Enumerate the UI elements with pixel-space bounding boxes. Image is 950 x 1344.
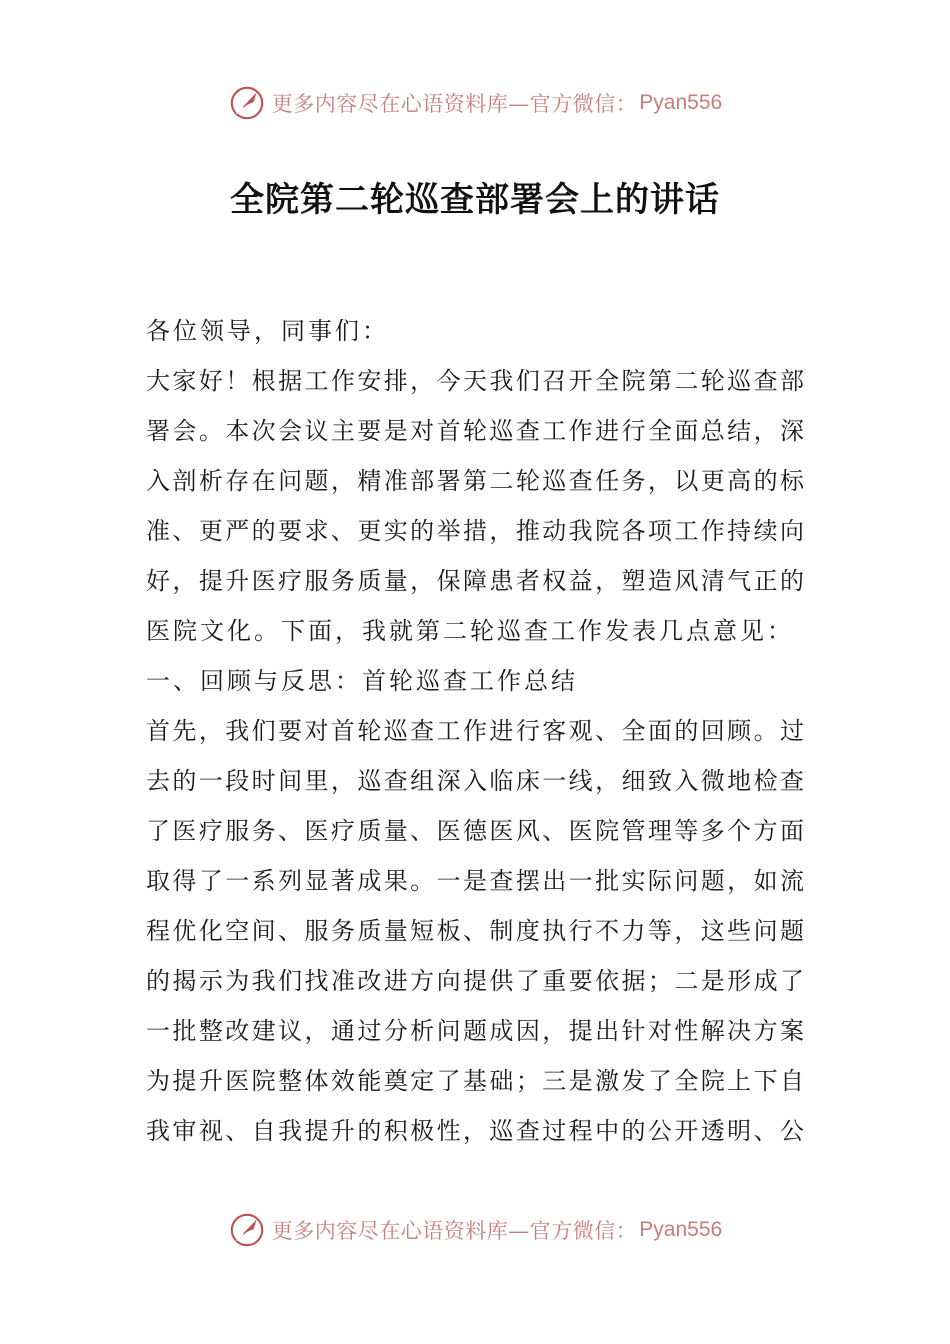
body-line: 为提升医院整体效能奠定了基础；三是激发了全院上下自	[146, 1067, 806, 1095]
body-line: 取得了一系列显著成果。一是查摆出一批实际问题，如流	[146, 867, 806, 895]
body-line: 首先，我们要对首轮巡查工作进行客观、全面的回顾。过	[146, 717, 806, 745]
watermark-wechat-id: Pyan556	[639, 1218, 723, 1241]
body-line: 的揭示为我们找准改进方向提供了重要依据；二是形成了	[146, 967, 806, 995]
body-line: 医院文化。下面，我就第二轮巡查工作发表几点意见：	[146, 617, 794, 645]
quill-logo-icon	[228, 84, 266, 122]
document-body	[146, 306, 806, 1156]
body-line: 署会。本次会议主要是对首轮巡查工作进行全面总结，深	[146, 417, 806, 445]
body-line: 去的一段时间里，巡查组深入临床一线，细致入微地检查	[146, 767, 806, 795]
document-title: 全院第二轮巡查部署会上的讲话	[230, 180, 720, 220]
body-line: 我审视、自我提升的积极性，巡查过程中的公开透明、公	[146, 1117, 806, 1145]
body-line: 各位领导，同事们：	[146, 317, 389, 345]
body-line: 准、更严的要求、更实的举措，推动我院各项工作持续向	[146, 517, 806, 545]
watermark-text: 更多内容尽在心语资料库—官方微信：	[271, 1219, 638, 1243]
body-line: 了医疗服务、医疗质量、医德医风、医院管理等多个方面	[146, 817, 806, 845]
body-line: 好，提升医疗服务质量，保障患者权益，塑造风清气正的	[146, 567, 806, 595]
body-line: 一批整改建议，通过分析问题成因，提出针对性解决方案	[146, 1017, 806, 1045]
body-line: 一、回顾与反思：首轮巡查工作总结	[146, 667, 578, 695]
body-line: 入剖析存在问题，精准部署第二轮巡查任务，以更高的标	[146, 467, 806, 495]
quill-logo-icon	[228, 1211, 266, 1249]
watermark-wechat-id: Pyan556	[639, 91, 723, 114]
body-line: 大家好！根据工作安排，今天我们召开全院第二轮巡查部	[146, 367, 806, 395]
header-watermark	[0, 81, 950, 125]
watermark-text: 更多内容尽在心语资料库—官方微信：	[271, 92, 638, 116]
footer-watermark	[0, 1208, 950, 1252]
body-line: 程优化空间、服务质量短板、制度执行不力等，这些问题	[146, 917, 806, 945]
